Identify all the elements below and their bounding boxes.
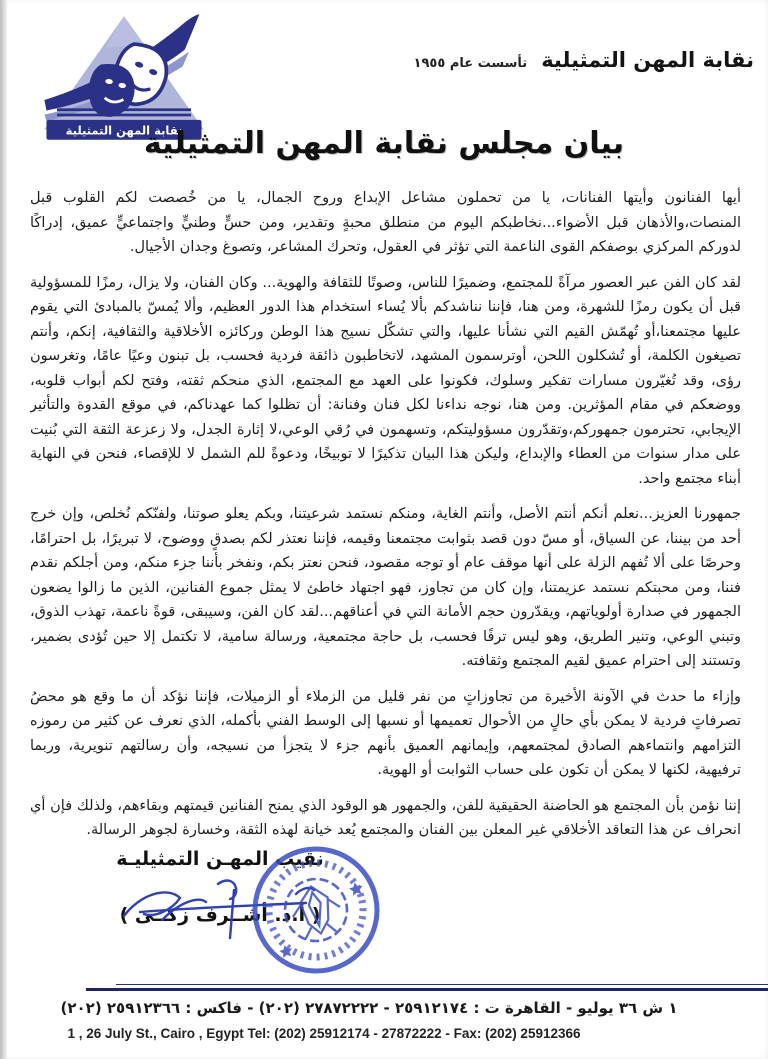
theater-masks-logo-icon	[40, 12, 208, 144]
paragraph-3: جمهورنا العزيز...نعلم أنكم أنتم الأصل، وأنتم الغاية، ومنكم نستمد شرعيتنا، وبكم يعلو صوتنا، ولفنّكم نُخلص، وإن خرج أحد من بيننا، عن السياق، أو مسّ دون قصد بثوابت مجتمعنا وقيمه، فإننا نعتذر لكم بصدقٍ ووضوح، لا تبريرًا، بل احترامًا، وحرصًا على ألا تُفهم الزلة على أنها موقف عام أو توجه مقصود، فنحن نعتز بكم، ونفخر بأننا جزء منكم، ومن أجلكم نقدم فننا، ومن محبتكم نستمد عزيمتنا، وإن كان من تجاوز، فهو اجتهاد خاطئ لا يمثل جموع الفنانين، الذين ما زالوا يضعون الجمهور في صدارة أولوياتهم، ويقدّرون حجم الأمانة التي في أعناقهم...لقد كان الفن، وسيبقى، قوةً ناعمة، تهذب الذوق، وتبني الوعي، وتنير الطريق، وهو ليس ترفًا فحسب، بل حاجة مجتمعية، ورسالة سامية، لا تكتمل إلا حين تُؤدى بضمير، وتستند إلى احترام عميق لقيم المجتمع وثقافته.	[30, 506, 741, 669]
paragraph-5: إننا نؤمن بأن المجتمع هو الحاضنة الحقيقية للفن، والجمهور هو الوقود الذي يمنح الفنانين قيمتهم وبقاءهم، ولذلك فإن أي انحراف عن هذا التعاقد الأخلاقي غير المعلن بين الفنان والمجتمع يُعد خيانة لهذه الثقة، وخسارة لجوهر الرسالة.	[30, 797, 741, 838]
paragraph-1: أيها الفنانون وأيتها الفنانات، يا من تحملون مشاعل الإبداع وروح الجمال، يا من خُصصت لكم القلوب قبل المنصات،والأذهان قبل الأضواء...نخاطبكم اليوم من منطلق محبةٍ وتقدير، ومن حسٍّ وطنيٍّ واجتماعيٍّ عميق، إدراكًا لدوركم المركزي بوصفكم القوى الناعمة التي تؤثر في العقول، وتحرك المشاعر، وتصوغ وجدان الأجيال.	[30, 190, 741, 255]
org-name: نقابة المهن التمثيلية	[541, 48, 754, 72]
footer-address-english: 1 , 26 July St., Cairo , Egypt Tel: (202) 25912174 - 27872222 - Fax: (202) 25912366	[67, 1026, 581, 1041]
letterhead	[374, 48, 754, 72]
scan-edge-shadow	[0, 0, 7, 1059]
paragraph-4: وإزاء ما حدث في الآونة الأخيرة من تجاوزاتٍ من نفر قليل من الزملاء أو الزميلات، فإننا نؤكد أن ما وقع هو محضُ تصرفاتٍ فردية لا يمكن بأي حالٍ من الأحوال تعميمها أو نسبها إلى الوسط الفني بأكمله، الذي نعرف عن كثير من رموزه التزامهم وانتماءهم الصادق لمجتمعهم، وإيمانهم العميق بأنهم جزء لا يتجزأ من نسيجه، وأن رسالتهم تنويرية، وربما ترفيهية، لكنها لا يمكن أن تكون على حساب الثوابت أو الهوية.	[30, 688, 741, 778]
founded-year: تأسست عام ١٩٥٥	[413, 56, 528, 71]
paragraph-2: لقد كان الفن عبر العصور مرآةً للمجتمع، وضميرًا للناس، وصوتًا للثقافة والهوية... وكان الفنان، ولا يزال، رمزًا للمسؤولية قبل أن يكون رمزًا للشهرة، ومن هنا، فإننا نناشدكم بألا يُساء استخدام هذا الدور العظيم، وألا يُمسّ بالمبادئ التي يقوم عليها مجتمعنا،أو تُهمّش القيم التي نشأنا عليها، والتي تشكّل نسيج هذا الوطن وركائزه الأخلاقية والثقافية، إنكم، وأنتم تصيغون الكلمة، أو تُشكلون اللحن، أوترسمون المشهد، لاتخاطبون ذائقة فردية فحسب، بل تبنون وعيًا عامًا، وتغرسون رؤى، وقد تُغيّرون مسارات تفكير وسلوك، فكونوا على العهد مع المجتمع، الذي منحكم ثقته، وفتح لكم أبواب قلوبه، ووضعكم في مقام المؤثرين. ومن هنا، نوجه نداءنا لكل فنان وفنانة: أن تظلوا كما عهدناكم، في موقع القدوة والتأثير الإيجابي، تحترمون جمهوركم،وتقدّرون مسؤوليتكم، وتسهمون في رُقي الوعي،لا إثارة الجدل، ولا زعزعة الثقة التي بُنيت على مدار سنوات من العطاء والإبداع، وليكن هذا البيان تذكيرًا لا توبيخًا، ودعوةً للم الشمل لا للإقصاء، فنحن في النهاية أبناء مجتمع واحد.	[30, 274, 741, 487]
footer-divider-echo	[116, 984, 768, 985]
page-title: بيان مجلس نقابة المهن التمثيلية	[143, 126, 625, 161]
signer-title: نقيب المهـن التمثيليـة	[116, 848, 324, 870]
syndicate-logo	[40, 12, 208, 144]
footer-address-arabic: ١ ش ٣٦ يوليو - القاهرة ت : ٢٥٩١٢١٧٤ - ٢٧٨٧٢٢٢٢ (٢٠٢) - فاكس : ٢٥٩١٢٣٦٦ (٢٠٢)	[60, 999, 678, 1017]
signer-name: ( أ.د. أشــرف زكــى )	[119, 904, 321, 926]
statement-body	[30, 186, 741, 858]
official-stamp-icon	[248, 842, 384, 978]
logo-banner-text: نقابة المهن التمثيلية	[65, 123, 183, 138]
footer-divider	[86, 988, 768, 991]
